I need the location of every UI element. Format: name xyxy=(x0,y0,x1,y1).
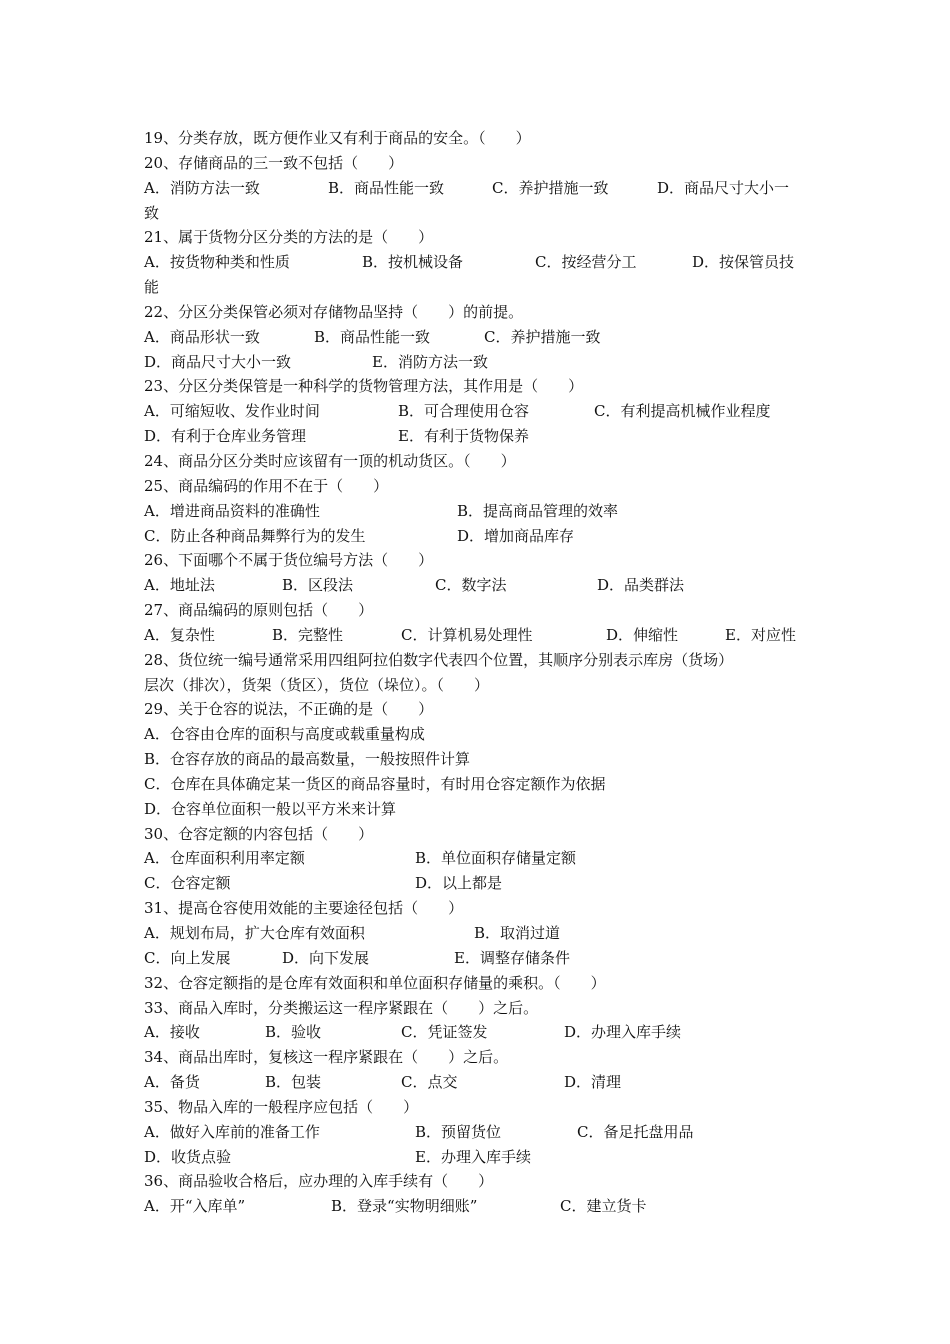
text-line xyxy=(144,1095,814,1120)
answer-option: B．验收 xyxy=(265,1023,322,1042)
answer-option: C．养护措施一致 xyxy=(484,327,601,346)
line-text: 31、提高仓容使用效能的主要途径包括（ ） xyxy=(144,899,464,918)
option-line xyxy=(144,1145,814,1170)
answer-option: B．单位面积存储量定额 xyxy=(415,849,577,868)
text-line xyxy=(144,822,814,847)
option-line xyxy=(144,524,814,549)
answer-option: B．可合理使用仓容 xyxy=(398,402,530,421)
line-text: 致 xyxy=(144,203,160,222)
text-line xyxy=(144,598,814,623)
answer-option: B．提高商品管理的效率 xyxy=(457,501,619,520)
answer-option: A．商品形状一致 xyxy=(144,327,260,346)
line-text: 32、仓容定额指的是仓库有效面积和单位面积存储量的乘积。（ ） xyxy=(144,973,606,992)
answer-option: D．办理入库手续 xyxy=(564,1023,682,1042)
line-text: 20、存储商品的三一致不包括（ ） xyxy=(144,153,404,172)
option-line xyxy=(144,1020,814,1045)
line-text: 33、商品入库时，分类搬运这一程序紧跟在（ ）之后。 xyxy=(144,998,539,1017)
option-line xyxy=(144,399,814,424)
text-line xyxy=(144,747,814,772)
text-line xyxy=(144,797,814,822)
answer-option: B．包装 xyxy=(265,1073,322,1092)
answer-option: A．开“入库单” xyxy=(144,1197,246,1216)
line-text: 21、属于货物分区分类的方法的是（ ） xyxy=(144,228,434,247)
answer-option: A．接收 xyxy=(144,1023,200,1042)
answer-option: D．商品尺寸大小一致 xyxy=(144,352,292,371)
answer-option: C．仓容定额 xyxy=(144,874,231,893)
line-text: A．仓容由仓库的面积与高度或载重量构成 xyxy=(144,725,425,744)
answer-option: D．向下发展 xyxy=(282,948,370,967)
answer-option: C．按经营分工 xyxy=(535,253,637,272)
answer-option: B．商品性能一致 xyxy=(314,327,431,346)
answer-option: D．以上都是 xyxy=(415,874,503,893)
line-text: 27、商品编码的原则包括（ ） xyxy=(144,601,374,620)
text-line xyxy=(144,126,814,151)
line-text: 30、仓容定额的内容包括（ ） xyxy=(144,824,374,843)
line-text: 能 xyxy=(144,278,160,297)
answer-option: C．向上发展 xyxy=(144,948,231,967)
text-line xyxy=(144,374,814,399)
answer-option: A．复杂性 xyxy=(144,625,215,644)
option-line xyxy=(144,921,814,946)
answer-option: B．完整性 xyxy=(272,625,344,644)
text-line xyxy=(144,449,814,474)
text-line xyxy=(144,1169,814,1194)
answer-option: C．养护措施一致 xyxy=(492,178,609,197)
answer-option: A．增进商品资料的准确性 xyxy=(144,501,320,520)
line-text: 34、商品出库时，复核这一程序紧跟在（ ）之后。 xyxy=(144,1048,509,1067)
line-text: 28、货位统一编号通常采用四组阿拉伯数字代表四个位置，其顺序分别表示库房（货场） xyxy=(144,650,734,669)
text-line xyxy=(144,896,814,921)
text-line xyxy=(144,673,814,698)
text-line xyxy=(144,225,814,250)
option-line xyxy=(144,623,814,648)
line-text: 25、商品编码的作用不在于（ ） xyxy=(144,476,389,495)
answer-option: C．有利提高机械作业程度 xyxy=(594,402,771,421)
answer-option: C．凭证签发 xyxy=(401,1023,488,1042)
answer-option: D．清理 xyxy=(564,1073,622,1092)
text-line xyxy=(144,772,814,797)
answer-option: A．按货物种类和性质 xyxy=(144,253,290,272)
answer-option: E．消防方法一致 xyxy=(372,352,488,371)
answer-option: A．可缩短收、发作业时间 xyxy=(144,402,320,421)
answer-option: C．计算机易处理性 xyxy=(401,625,533,644)
answer-option: D．伸缩性 xyxy=(606,625,679,644)
option-line xyxy=(144,946,814,971)
answer-option: A．做好入库前的准备工作 xyxy=(144,1122,320,1141)
text-line xyxy=(144,548,814,573)
answer-option: E．有利于货物保养 xyxy=(398,427,529,446)
line-text: 35、物品入库的一般程序应包括（ ） xyxy=(144,1097,419,1116)
option-line xyxy=(144,325,814,350)
line-text: 22、分区分类保管必须对存储物品坚持（ ）的前提。 xyxy=(144,302,524,321)
answer-option: C．建立货卡 xyxy=(560,1197,647,1216)
line-text: 29、关于仓容的说法，不正确的是（ ） xyxy=(144,700,434,719)
line-text: C．仓库在具体确定某一货区的商品容量时，有时用仓容定额作为依据 xyxy=(144,774,606,793)
answer-option: E．对应性 xyxy=(725,625,796,644)
line-text: 19、分类存放，既方便作业又有利于商品的安全。（ ） xyxy=(144,129,531,147)
answer-option: E．调整存储条件 xyxy=(454,948,570,967)
option-line xyxy=(144,499,814,524)
answer-option: A．备货 xyxy=(144,1073,200,1092)
line-text: 23、分区分类保管是一种科学的货物管理方法，其作用是（ ） xyxy=(144,377,584,396)
answer-option: B．商品性能一致 xyxy=(328,178,445,197)
option-line xyxy=(144,573,814,598)
text-line xyxy=(144,474,814,499)
line-text: B．仓容存放的商品的最高数量，一般按照件计算 xyxy=(144,750,471,769)
option-line xyxy=(144,250,814,275)
answer-option: C．防止各种商品舞弊行为的发生 xyxy=(144,526,366,545)
option-line xyxy=(144,846,814,871)
text-line xyxy=(144,648,814,673)
text-line xyxy=(144,151,814,176)
option-line xyxy=(144,1120,814,1145)
answer-option: A．消防方法一致 xyxy=(144,178,260,197)
option-line xyxy=(144,1070,814,1095)
answer-option: D．按保管员技 xyxy=(692,253,795,272)
text-line xyxy=(144,996,814,1021)
answer-option: A．仓库面积利用率定额 xyxy=(144,849,305,868)
line-text: 36、商品验收合格后，应办理的入库手续有（ ） xyxy=(144,1172,494,1191)
option-line xyxy=(144,350,814,375)
answer-option: A．规划布局，扩大仓库有效面积 xyxy=(144,924,365,942)
line-text: 层次（排次），货架（货区），货位（垛位）。（ ） xyxy=(144,675,490,694)
text-line xyxy=(144,722,814,747)
text-line xyxy=(144,201,814,226)
answer-option: B．取消过道 xyxy=(474,924,561,942)
answer-option: D．增加商品库存 xyxy=(457,526,575,545)
question-list xyxy=(144,126,814,1219)
answer-option: B．区段法 xyxy=(282,576,354,595)
option-line xyxy=(144,1194,814,1219)
answer-option: B．预留货位 xyxy=(415,1122,502,1141)
answer-option: C．数字法 xyxy=(435,576,507,595)
line-text: 24、商品分区分类时应该留有一顶的机动货区。（ ） xyxy=(144,451,516,470)
text-line xyxy=(144,275,814,300)
answer-option: C．点交 xyxy=(401,1073,458,1092)
line-text: 26、下面哪个不属于货位编号方法（ ） xyxy=(144,551,434,570)
option-line xyxy=(144,176,814,201)
text-line xyxy=(144,971,814,996)
answer-option: B．按机械设备 xyxy=(362,253,464,272)
answer-option: C．备足托盘用品 xyxy=(577,1122,694,1141)
answer-option: D．品类群法 xyxy=(597,576,685,595)
text-line xyxy=(144,300,814,325)
line-text: D．仓容单位面积一般以平方米来计算 xyxy=(144,799,397,818)
text-line xyxy=(144,1045,814,1070)
answer-option: E．办理入库手续 xyxy=(415,1147,531,1166)
text-line xyxy=(144,697,814,722)
answer-option: D．收货点验 xyxy=(144,1147,232,1166)
option-line xyxy=(144,871,814,896)
answer-option: B．登录“实物明细账” xyxy=(331,1197,478,1216)
answer-option: A．地址法 xyxy=(144,576,215,595)
answer-option: D．商品尺寸大小一 xyxy=(657,178,790,197)
answer-option: D．有利于仓库业务管理 xyxy=(144,427,307,446)
option-line xyxy=(144,424,814,449)
